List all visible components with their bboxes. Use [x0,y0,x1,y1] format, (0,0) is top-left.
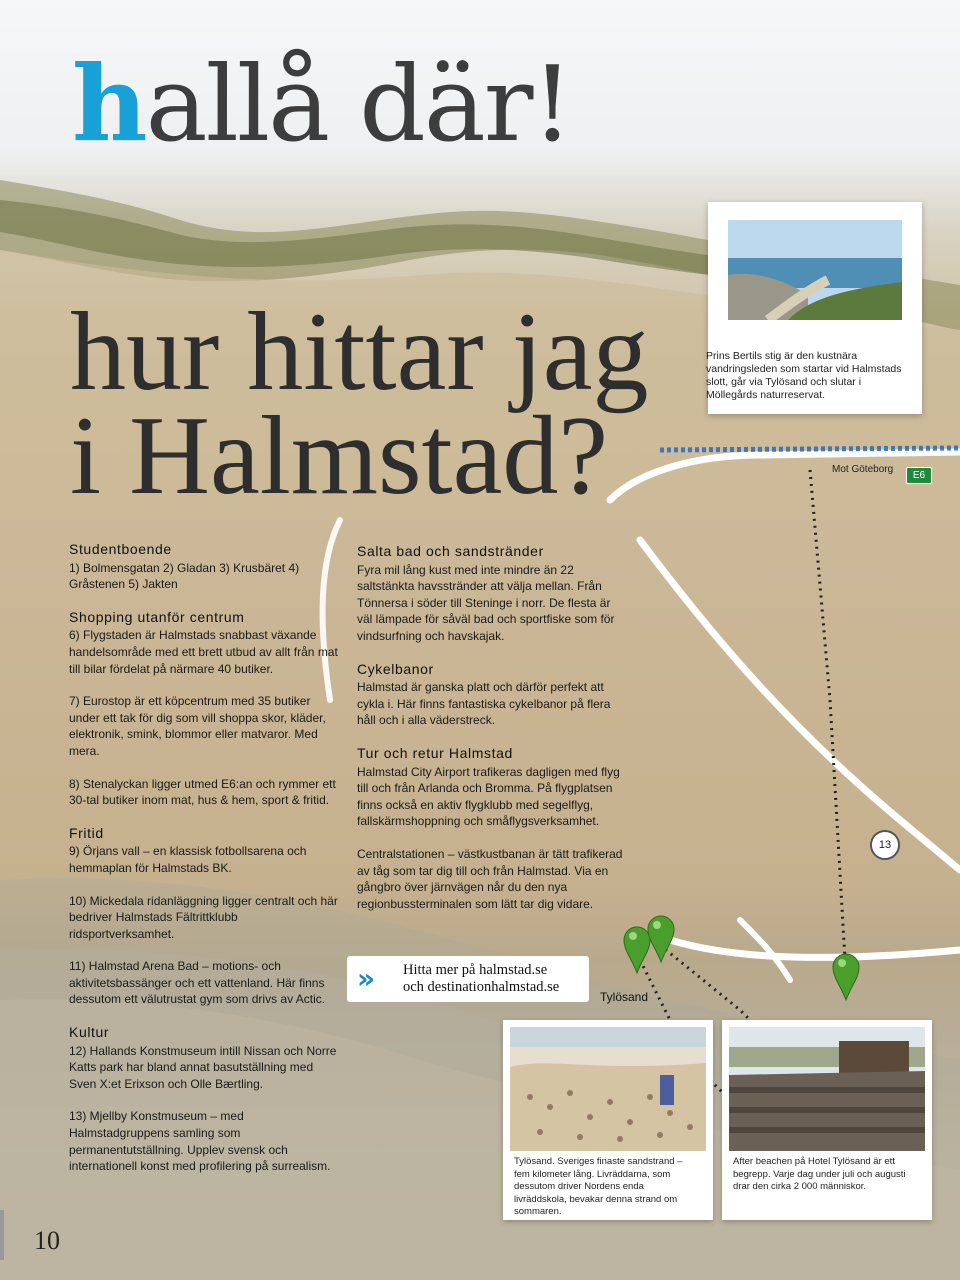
section-text: 9) Örjans vall – en klassisk fotbollsarena och hemmaplan för Halmstads BK. [69,844,307,875]
road-lower-branch [740,920,790,980]
subtitle-line-2: i Halmstad? [70,394,609,518]
subtitle-line-1: hur hittar jag [70,290,649,414]
route-13-badge [870,830,900,860]
page-subtitle [70,290,649,518]
road-diagonal [640,540,960,870]
photo-caption: After beachen på Hotel Tylösand är ett begrepp. Varje dag under juli och augusti drar den cirka 2 000 människor. [733,1156,906,1192]
website-link-line-1: Hitta mer på halmstad.se [403,962,548,978]
map-place-label: Tylösand [600,990,649,1004]
section-heading-studentboende: Studentboende [69,541,172,557]
section-text: 8) Stenalyckan ligger utmed E6:an och rymmer ett 30-tal butiker inom mat, hus & hem, sport & fritid. [69,776,336,808]
section-text: 13) Mjellby Konstmuseum – med Halmstadgruppens samling som permanentutställning. Upplev svensk och internationell konst med profilering på surrealism. [69,1109,331,1174]
section-text: Halmstad är ganska platt och därför perfekt att cykla i. Här finns fantastiska cykelbanor på flera håll och i alla väderstreck. [357,680,611,728]
section-heading-tur-retur: Tur och retur Halmstad [357,744,513,761]
route-dotted-1 [810,470,845,960]
section-text: Fyra mil lång kust med inte mindre än 22 saltstänkta havsstränder att välja mellan. Från Tönnersa i söder till Steninge i norr. De flesta är väl lämpade för såväl bad och sportfiske som för vindsurfning och havskajak. [357,562,615,643]
section-text: 10) Mickedala ridanläggning ligger centralt och här bedriver Halmstads Fältrittklubb ridsportverksamhet. [69,893,338,941]
section-text: 1) Bolmensgatan 2) Gladan 3) Krusbäret 4) Gråstenen 5) Jakten [69,560,300,592]
coastal-path-image [728,220,902,320]
photo-caption: Tylösand. Sveriges finaste sandstrand – fem kilometer lång. Livräddarna, som dessutom driver Nordens enda livräddskola, bevakar denna strand om sommaren. [514,1156,683,1217]
website-link-box[interactable] [347,956,589,1002]
road-e6 [660,448,960,450]
photo-after-beach [722,1020,932,1220]
section-heading-kultur: Kultur [69,1024,110,1041]
section-text: 12) Hallands Konstmuseum intill Nissan och Norre Katts park har bland annat basutställning med Sven X:et Erixson och Olle Bærtling. [69,1043,337,1091]
website-link-line-2: och destinationhalmstad.se [403,979,560,995]
polaroid-photo [708,202,922,414]
page-number: 10 [34,1226,60,1255]
polaroid-caption: Prins Bertils stig är den kustnära vandringsleden som startar vid Halmstads slott, går via Tylösand och slutar i Möllegårds naturreservat. [706,350,902,401]
page-edge-mark [0,1210,4,1260]
title-accent-letter: h [72,42,146,165]
right-column [357,543,629,912]
beach-crowd-image [510,1027,706,1151]
road-lower [670,940,960,957]
section-text: Centralstationen – västkustbanan är tätt trafikerad av tåg som tar dig till och från Halmstad. Via en gångbro över järnvägen når du den nya regionbussterminalen som lätt tar dig vidare. [357,846,623,911]
website-link-text[interactable] [403,962,559,996]
route-13-label: 13 [878,839,892,851]
title-rest: allå där! [145,43,572,165]
map-direction-label: Mot Göteborg [832,464,894,475]
page-title [72,42,572,165]
section-heading-bad: Salta bad och sandstränder [357,543,544,559]
concert-crowd-image [729,1027,925,1151]
left-column [69,541,341,1175]
e6-badge-label: E6 [912,470,926,481]
double-chevron-icon: » [357,962,370,995]
e6-badge [906,467,932,484]
section-text: Halmstad City Airport trafikeras dagligen med flyg till och från Arlanda och Bromma. På flygplatsen finns också en aktiv flygklubb med segelflyg, fallskärmshoppning och småflygsverksamhet. [357,764,620,829]
section-text: 11) Halmstad Arena Bad – motions- och aktivitetsbassänger och ett vattenland. Här finns dessutom ett välutrustat gym som drivs av Actic. [69,959,326,1007]
map-pin-2-icon [646,914,676,964]
section-text: 6) Flygstaden är Halmstads snabbast växande handelsområde med ett brett utbud av allt från mat till bilar fördelat på närmare 40 butiker. [69,628,338,676]
photo-tylosand-beach [503,1020,713,1220]
section-text: 7) Eurostop är ett köpcentrum med 35 butiker under ett tak för dig som vill shoppa skor, kläder, elektronik, smink, blommor eller matvaror. Med mera. [69,694,326,758]
section-heading-fritid: Fritid [69,824,104,841]
section-heading-shopping: Shopping utanför centrum [69,608,245,625]
section-heading-cykelbanor: Cykelbanor [357,660,434,677]
map-pin-3-icon [831,952,861,1002]
